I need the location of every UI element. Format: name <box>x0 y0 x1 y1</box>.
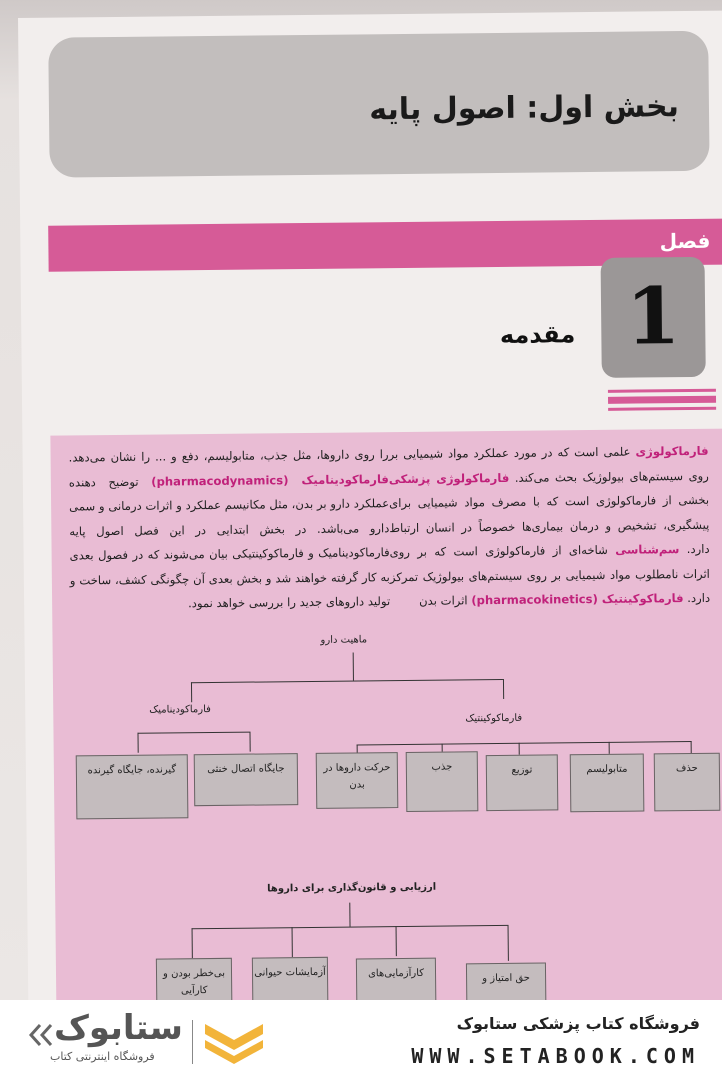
elimination-box: حذف <box>654 753 721 812</box>
inert-binding-box: جایگاه اتصال خنثی <box>194 753 299 806</box>
diagram-root-label: ماهیت دارو <box>320 634 368 646</box>
chapter-number-box <box>601 257 706 378</box>
text-column-left <box>68 442 390 617</box>
left-col-text: را روی داروها، مثل جذب، متابولیسم، دفع و ... را نشان می‌دهد. <box>68 447 389 465</box>
right-col-keyword: فارماکولوژی پزشکی <box>388 470 510 486</box>
logo-divider <box>192 1020 193 1064</box>
right-col-text: شاخه‌ای از فارماکولوژی است که بر روی اثرات نامطلوب مواد شیمیایی بر روی سیستم‌های بیولوژیک تمرکز دارد. <box>389 542 711 606</box>
distribution-box: توزیع <box>486 754 559 811</box>
left-col-keyword: فارماکودینامیک (pharmacodynamics) <box>151 471 389 489</box>
right-col-keyword: فارماکولوژی <box>635 443 709 459</box>
clinical-trials-box: کارآزمایی‌های <box>356 958 437 1008</box>
animal-tests-box: آزمایشات حیوانی <box>252 957 329 1008</box>
pharmacokinetics-label: فارماکوکینتیک <box>465 712 523 725</box>
absorption-box: جذب <box>406 751 479 812</box>
right-col-text: علمی است که در مورد عملکرد مواد شیمیایی بر روی سیستم‌های بیولوژیک بحث می‌کند. <box>388 444 709 485</box>
content-area <box>50 429 722 1008</box>
chapter-number: 1 <box>625 271 681 363</box>
drug-movement-box: حرکت داروها در بدن <box>316 752 399 809</box>
drug-nature-diagram <box>52 619 722 1008</box>
store-name: فروشگاه کتاب پزشکی ستابوک <box>456 1014 700 1033</box>
section-banner <box>48 31 709 178</box>
patent-box: حق امتیاز و <box>466 963 547 1008</box>
pharmacodynamics-label: فارماکودینامیک <box>149 704 211 716</box>
receptor-box: گیرنده، جایگاه گیرنده <box>76 754 189 819</box>
text-column-right <box>388 439 710 614</box>
logo-wordmark: ستابوک <box>54 1008 183 1048</box>
left-col-text: توضیح دهنده عملکرد دارو بر بدن، مثل مکانیسم عملکرد و اثرات درمانی و سمی دارو می‌باشد. در بخش ابتدایی در این فصل اصول پایه فارماکودینامیک و فارماکوکینتیکی بیان می‌شوند که در فصول بعدی به کار گرفته خواهند شد و بخش بعدی آن چگونگی کشف، ساخت و تولید داروهای جدید را بررسی خواهد نمود. <box>68 474 391 611</box>
safety-efficacy-box: بی‌خطر بودن و کارآیی <box>156 958 233 1008</box>
logo-tagline: فروشگاه اینترنتی کتاب <box>50 1050 155 1063</box>
right-col-text: بخشی از فارماکولوژی است که با مصرف مواد شیمیایی برای پیشگیری، تشخیص و درمان بیماری‌ها خصوصاً در انسان ارتباط دارد. <box>389 492 710 557</box>
store-url[interactable]: WWW.SETABOOK.COM <box>411 1044 700 1068</box>
double-chevron-left-icon <box>28 1022 54 1048</box>
right-col-keyword: سم‌شناسی <box>615 542 680 557</box>
decorative-stripes <box>608 389 716 415</box>
right-col-text: اثرات بدن <box>419 593 472 608</box>
right-col-keyword: فارماکوکینتیک (pharmacokinetics) <box>471 591 684 608</box>
metabolism-box: متابولیسم <box>570 753 645 812</box>
setabook-logo-icon <box>205 1020 263 1064</box>
regulation-diagram-title: ارزیابی و قانون‌گذاری برای داروها <box>267 881 437 895</box>
book-page <box>18 11 722 1008</box>
section-title: بخش اول: اصول پایه <box>369 89 680 128</box>
chapter-label: فصل <box>659 228 711 254</box>
store-footer <box>0 1000 722 1080</box>
chapter-title: مقدمه <box>499 320 576 349</box>
